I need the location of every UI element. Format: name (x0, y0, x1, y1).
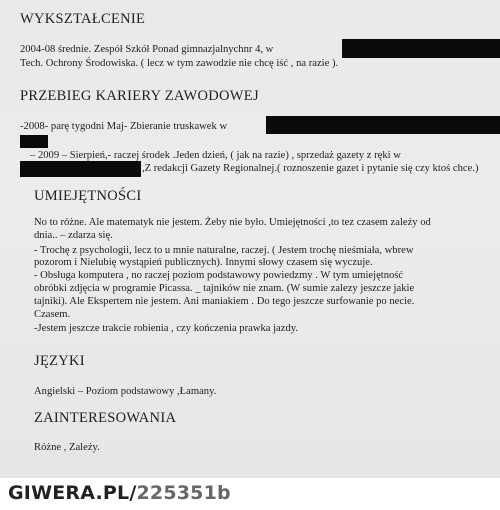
education-heading: WYKSZTAŁCENIE (20, 11, 146, 27)
interests-line: Różne , Zależy. (34, 442, 100, 453)
skills-line: obróbki zdjęcia w programie Picassa. _ tajników nie znam. (W sumie zalezy jeszcze jakie (34, 283, 415, 294)
skills-line: -Jestem jeszcze trakcie robienia , czy kończenia prawka jazdy. (34, 323, 299, 334)
skills-line: tajniki). Ale Ekspertem nie jestem. Ani maniakiem . Do tego jeszcze surfowanie po necie. (34, 296, 415, 307)
redaction-box (20, 135, 48, 148)
career-line-1: -2008- parę tygodni Maj- Zbieranie truskawek w (20, 121, 228, 132)
career-line-3: ,Z redakcji Gazety Regionalnej.( roznoszenie gazet i pytanie się czy ktoś chce.) (142, 163, 479, 174)
skills-line: - Obsługa komputera , no raczej poziom podstawowy powiedzmy . W tym umiejętność (34, 270, 404, 281)
skills-line: No to różne. Ale matematyk nie jestem. Żeby nie było. Umiejętności ,to tez czasem zależy od (34, 217, 431, 228)
redaction-box (266, 116, 500, 134)
languages-heading: JĘZYKI (34, 353, 85, 369)
site-watermark (8, 482, 231, 504)
education-line-2: Tech. Ochrony Środowiska. ( lecz w tym zawodzie nie chcę iść , na razie ). (20, 58, 339, 69)
interests-heading: ZAINTERESOWANIA (34, 410, 177, 426)
skills-line: pozorom i Nielubię wystąpień publicznych). Innymi słowy czasem się wyczuje. (34, 257, 373, 268)
redaction-box (20, 161, 141, 177)
skills-heading: UMIEJĘTNOŚCI (34, 188, 142, 204)
education-line-1: 2004-08 średnie. Zespół Szkół Ponad gimnazjalnychnr 4, w (20, 44, 274, 55)
watermark-id: 225351b (136, 482, 231, 504)
skills-line: - Trochę z psychologii, lecz to u mnie naturalne, raczej. ( Jestem trochę nieśmiała, wbrew (34, 245, 414, 256)
watermark-brand: GIWERA.PL/ (8, 482, 137, 504)
career-line-2: – 2009 – Sierpień,- raczej środek .Jeden dzień, ( jak na razie) , sprzedaż gazety z ręki w (30, 150, 401, 161)
skills-line: dnia.. – zdarza się. (34, 230, 113, 241)
redaction-box (342, 39, 500, 58)
career-heading: PRZEBIEG KARIERY ZAWODOWEJ (20, 88, 259, 104)
languages-line: Angielski – Poziom podstawowy ,Łamany. (34, 386, 217, 397)
skills-line: Czasem. (34, 309, 71, 320)
